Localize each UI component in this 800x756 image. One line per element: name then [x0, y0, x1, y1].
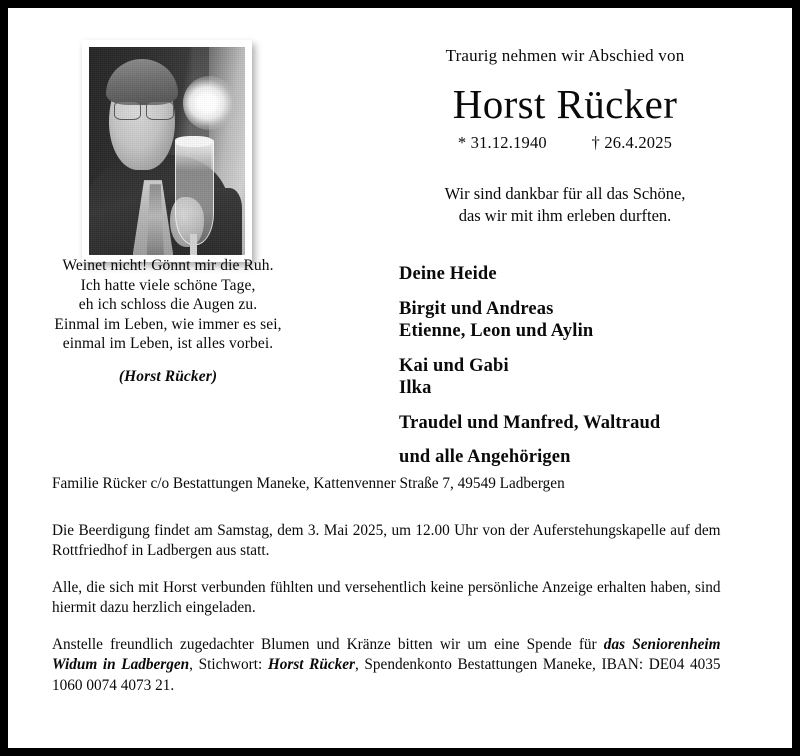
funeral-details: Die Beerdigung findet am Samstag, dem 3. Mai 2025, um 12.00 Uhr von der Auferstehungskapelle auf dem Rottfriedhof in Ladbergen aus statt.	[52, 521, 721, 559]
right-column	[338, 8, 792, 469]
donation-text	[52, 635, 721, 697]
family-line: Ilka	[399, 378, 432, 398]
family-group	[399, 412, 792, 435]
donation-part2: , Stichwort:	[189, 656, 268, 673]
poem-author: (Horst Rücker)	[118, 367, 218, 385]
photo-block	[82, 40, 252, 262]
poem-line: Einmal im Leben, wie immer es sei,	[54, 315, 282, 333]
donation-keyword: Horst Rücker	[267, 656, 355, 673]
photo-film-grain	[89, 47, 245, 255]
upper-section	[8, 8, 792, 467]
family-line: Traudel und Manfred, Waltraud	[399, 412, 661, 433]
family-group	[399, 446, 792, 469]
donation-beneficiary: das Seniorenheim Widum in Ladbergen	[52, 635, 721, 673]
invitation-text: Alle, die sich mit Horst verbunden fühlten und versehentlich keine persönliche Anzeige erhalten haben, sind hiermit dazu herzlich eingeladen.	[52, 578, 721, 616]
poem-line: Ich hatte viele schöne Tage,	[80, 276, 256, 294]
thanks-text	[338, 153, 792, 227]
thanks-line: das wir mit ihm erleben durften.	[458, 206, 672, 225]
memorial-poem	[8, 256, 328, 386]
birth-date: * 31.12.1940	[457, 133, 547, 152]
life-dates	[338, 129, 792, 153]
poem-line: eh ich schloss die Augen zu.	[78, 296, 258, 313]
poem-line: einmal im Leben, ist alles vorbei.	[62, 335, 274, 352]
family-group	[399, 355, 792, 400]
donation-part3: , Spendenkonto Bestattungen Maneke, IBAN: DE04 4035 1060 0074 4073 21.	[52, 656, 721, 694]
intro-text: Traurig nehmen wir Abschied von	[445, 46, 685, 65]
family-line: Deine Heide	[399, 264, 497, 284]
death-date: † 26.4.2025	[591, 133, 673, 152]
donation-part1: Anstelle freundlich zugedachter Blumen und Kränze bitten wir um eine Spende für	[52, 635, 604, 653]
notice-content	[8, 8, 792, 748]
family-line: Kai und Gabi	[399, 355, 509, 376]
poem-line: Weinet nicht! Gönnt mir die Ruh.	[62, 257, 274, 274]
deceased-name: Horst Rücker	[452, 81, 678, 127]
family-list	[338, 227, 792, 469]
family-line: und alle Angehörigen	[399, 447, 571, 467]
thanks-line: Wir sind dankbar für all das Schöne,	[444, 184, 686, 203]
family-line: Birgit und Andreas	[399, 298, 554, 319]
family-line: Etienne, Leon und Aylin	[399, 321, 594, 341]
family-group	[399, 298, 792, 343]
contact-address: Familie Rücker c/o Bestattungen Maneke, Kattenvenner Straße 7, 49549 Ladbergen	[52, 475, 565, 492]
bottom-section	[52, 474, 721, 696]
family-group	[399, 263, 792, 286]
photo-frame	[82, 40, 252, 262]
portrait-photo	[89, 47, 245, 255]
